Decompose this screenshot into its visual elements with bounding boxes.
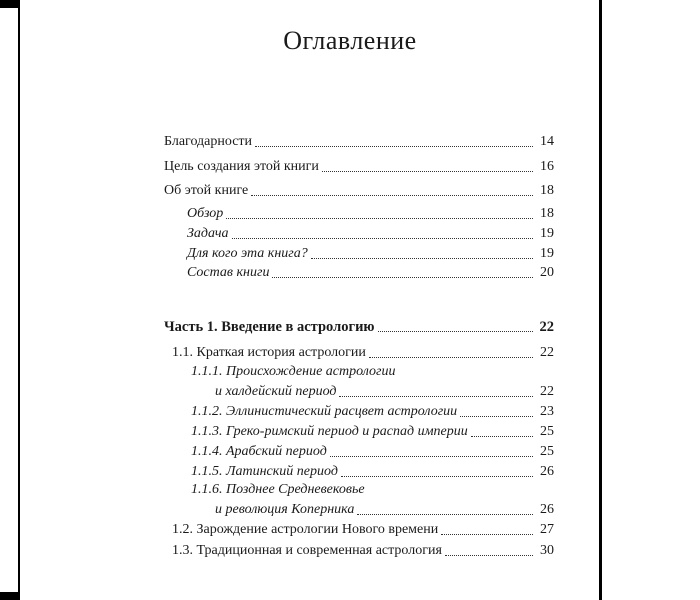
toc-entry-label: 1.1.1. Происхождение астрологии (191, 364, 396, 379)
toc-entry-label: Для кого эта книга? (187, 246, 308, 261)
toc-entry-page: 19 (540, 246, 554, 261)
toc-entry-contents[interactable] (187, 261, 554, 281)
toc-entry-label: 1.1.5. Латинский период (191, 464, 338, 479)
toc-entry-page: 22 (540, 384, 554, 399)
toc-entry-page: 18 (540, 206, 554, 221)
toc-entry-book-purpose[interactable] (164, 155, 554, 175)
toc-entry-audience[interactable] (187, 242, 554, 262)
toc-entry-1-1-2[interactable] (191, 400, 554, 420)
toc-entry-label: 1.1.3. Греко-римский период и распад империи (191, 424, 468, 439)
toc-entry-1-1-5[interactable] (191, 460, 554, 480)
toc-entry-label: Часть 1. Введение в астрологию (164, 319, 375, 335)
toc-entry-label: и халдейский период (215, 384, 337, 399)
toc-entry-page: 27 (540, 522, 554, 537)
dot-leader (330, 456, 533, 457)
toc-entry-acknowledgements[interactable] (164, 130, 554, 150)
toc-entry-label: 1.1. Краткая история астрологии (172, 345, 366, 360)
toc-entry-page: 26 (540, 502, 554, 517)
toc-entry-page: 26 (540, 464, 554, 479)
toc-entry-part-1[interactable] (164, 315, 554, 335)
dot-leader (251, 195, 533, 196)
dot-leader (460, 416, 533, 417)
dot-leader (357, 514, 533, 515)
toc-entry-1-1-1-continued[interactable] (215, 380, 554, 400)
dot-leader (255, 146, 533, 147)
toc-entry-label: 1.2. Зарождение астрологии Нового времени (172, 522, 439, 537)
dot-leader (226, 218, 533, 219)
toc-entry-label: Задача (187, 226, 229, 241)
toc-entry-label: Обзор (187, 206, 224, 221)
toc-entry-page: 14 (540, 134, 554, 149)
toc-entry-1-1-3[interactable] (191, 420, 554, 440)
toc-entry-page: 23 (540, 404, 554, 419)
dot-leader (369, 357, 533, 358)
toc-entry-1-1-6-continued[interactable] (215, 498, 554, 518)
toc-entry-1-2[interactable] (172, 518, 554, 538)
toc-entry-page: 19 (540, 226, 554, 241)
toc-entry-label: 1.1.2. Эллинистический расцвет астрологии (191, 404, 458, 419)
toc-entry-1-3[interactable] (172, 539, 554, 559)
toc-entry-page: 25 (540, 444, 554, 459)
toc-entry-page: 30 (540, 543, 554, 558)
dot-leader (311, 258, 533, 259)
dot-leader (445, 555, 533, 556)
toc-entry-about-book[interactable] (164, 179, 554, 199)
page-title: Оглавление (283, 26, 417, 55)
toc-entry-label: и революция Коперника (215, 502, 355, 517)
dot-leader (272, 277, 533, 278)
toc-entry-label: Об этой книге (164, 183, 249, 198)
dot-leader (322, 171, 533, 172)
toc-entry-page: 16 (540, 159, 554, 174)
dot-leader (471, 436, 533, 437)
dot-leader (341, 476, 533, 477)
toc-entry-page: 18 (540, 183, 554, 198)
toc-entry-label: 1.1.6. Позднее Средневековье (191, 482, 365, 497)
toc-entry-overview[interactable] (187, 202, 554, 222)
toc-entry-label: Благодарности (164, 134, 253, 149)
toc-entry-1-1-4[interactable] (191, 440, 554, 460)
dot-leader (441, 534, 533, 535)
toc-entry-label: 1.1.4. Арабский период (191, 444, 327, 459)
toc-entry-page: 22 (539, 319, 554, 335)
toc-entry-label: Состав книги (187, 265, 270, 280)
dot-leader (339, 396, 533, 397)
toc-entry-page: 25 (540, 424, 554, 439)
toc-entry-page: 22 (540, 345, 554, 360)
toc-entry-label: Цель создания этой книги (164, 159, 319, 174)
toc-entry-page: 20 (540, 265, 554, 280)
toc-entry-1-1[interactable] (172, 341, 554, 361)
dot-leader (378, 331, 533, 332)
dot-leader (232, 238, 533, 239)
toc-entry-task[interactable] (187, 222, 554, 242)
toc-entry-label: 1.3. Традиционная и современная астрология (172, 543, 442, 558)
toc-entry-1-1-6[interactable] (191, 478, 554, 498)
toc-entry-1-1-1[interactable] (191, 360, 554, 380)
